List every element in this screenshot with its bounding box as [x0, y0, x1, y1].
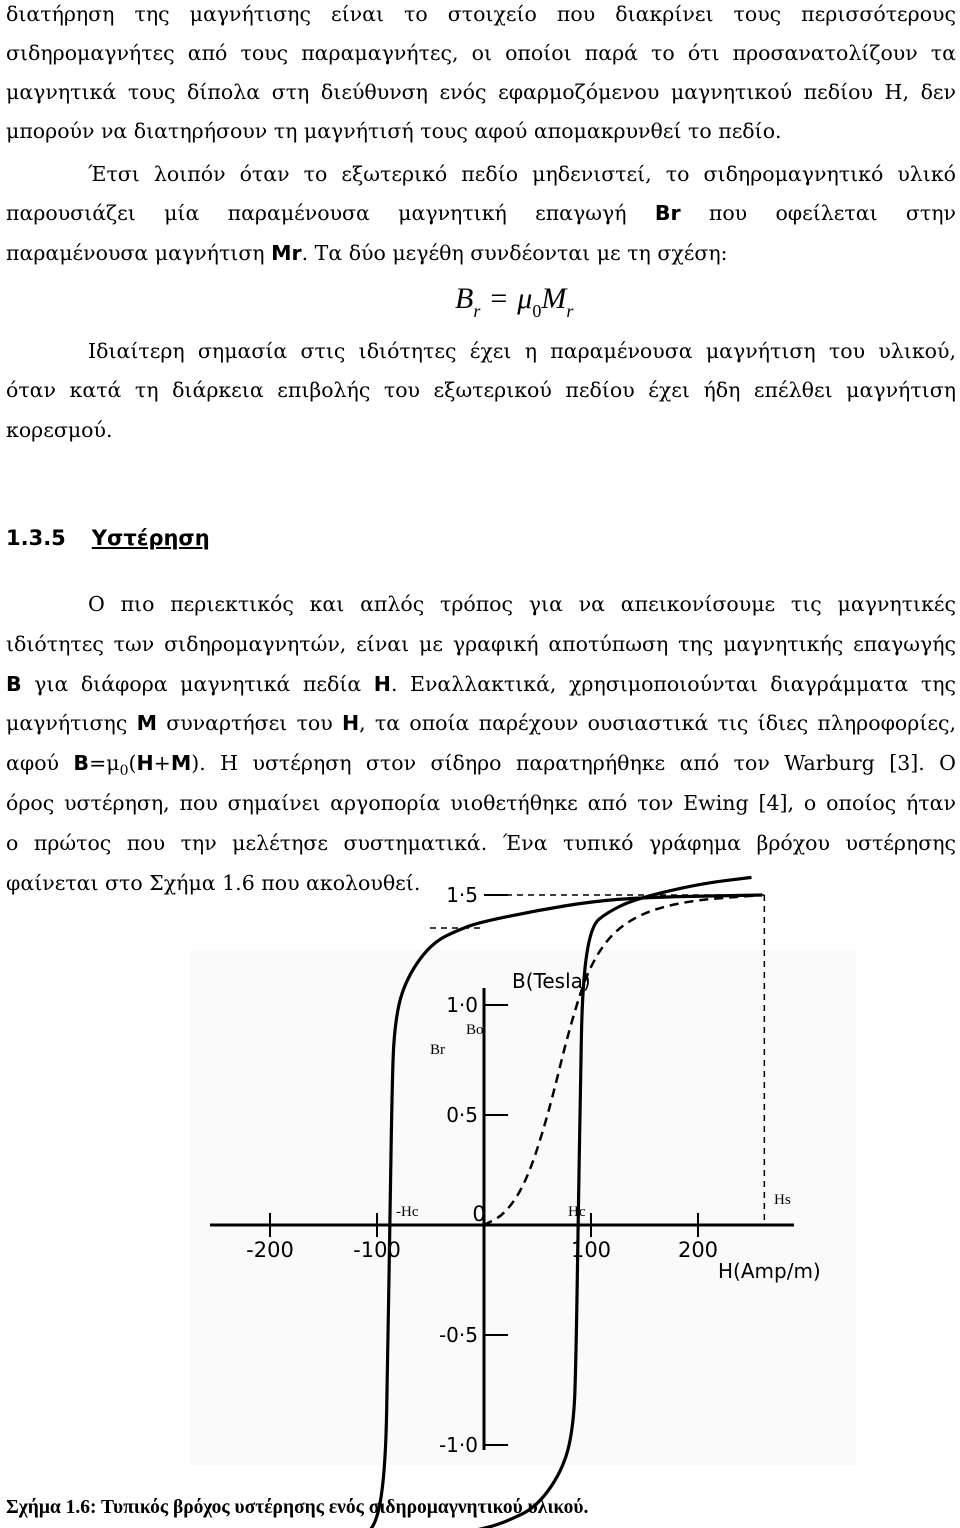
para4-line-8: φαίνεται στο Σχήμα 1.6 που ακολουθεί.	[6, 871, 421, 895]
para3-line-2: όταν κατά τη διάρκεια επιβολής του εξωτερικού πεδίου έχει ήδη επέλθει μαγνήτιση	[6, 378, 956, 402]
para2-line-1: Έτσι λοιπόν όταν το εξωτερικό πεδίο μηδενιστεί, το σιδηρομαγνητικό υλικό	[88, 162, 956, 186]
section-heading	[6, 526, 210, 550]
x-axis-label: H(Amp/m)	[718, 1259, 821, 1283]
x-tick-label: -200	[246, 1238, 294, 1262]
y-tick-label: 1·5	[446, 883, 478, 907]
para4-line-2: ιδιότητες των σιδηρομαγνητών, είναι με γραφική αποτύπωση της μαγνητικής επαγωγής	[6, 632, 956, 656]
para2-line-2: παρουσιάζει μία παραμένουσα μαγνητική επαγωγή Br που οφείλεται στην	[6, 201, 956, 225]
figure-caption: Σχήμα 1.6: Τυπικός βρόχος υστέρησης ενός σιδηρομαγνητικού υλικού.	[6, 1497, 589, 1518]
para1-line-1: διατήρηση της μαγνήτισης είναι το στοιχείο που διακρίνει τους περισσότερους	[6, 2, 956, 26]
annotation-hc: Hc	[568, 1204, 586, 1220]
para4-line-3: B για διάφορα μαγνητικά πεδία H. Εναλλακτικά, χρησιμοποιούνται διαγράμματα της	[6, 672, 956, 696]
hysteresis-branch-1	[217, 895, 763, 1528]
x-tick-label: 200	[677, 1238, 719, 1262]
equation-br-mu0-mr: $B_r = \mu_0M_r$	[455, 282, 574, 321]
x-tick-label: -100	[353, 1238, 401, 1262]
para1-line-4: μπορούν να διατηρήσουν τη μαγνήτισή τους αφού απομακρυνθεί το πεδίο.	[6, 119, 782, 143]
section-number: 1.3.5	[6, 526, 66, 550]
para3-line-1: Ιδιαίτερη σημασία στις ιδιότητες έχει η παραμένουσα μαγνήτιση του υλικού,	[88, 339, 956, 363]
x-tick-label: 100	[570, 1238, 612, 1262]
para2-line-3: παραμένουσα μαγνήτιση Mr. Τα δύο μεγέθη συνδέονται με τη σχέση:	[6, 241, 728, 265]
x-tick-label: 0	[472, 1202, 486, 1226]
y-axis-label: B(Tesla)	[512, 969, 591, 993]
para4-line-5: αφού $B=\mu_0(H+M)$. Η υστέρηση στον σίδηρο παρατηρήθηκε από τον Warburg [3]. Ο	[6, 751, 956, 780]
initial-magnetization-curve	[484, 895, 762, 1225]
para4-line-4: μαγνήτισης M συναρτήσει του H, τα οποία παρέχουν ουσιαστικά τις ίδιες πληροφορίες,	[6, 711, 956, 735]
y-tick-label: -0·5	[438, 1323, 478, 1347]
y-tick-label: -1·0	[438, 1433, 478, 1457]
para3-line-3: κορεσμού.	[6, 418, 113, 442]
annotation-br: Br	[430, 1042, 445, 1058]
annotation-hs: Hs	[774, 1192, 791, 1208]
annotation-neg-hc: -Hc	[396, 1204, 419, 1220]
annotation-bo: Bo	[466, 1022, 484, 1038]
para1-line-3: μαγνητικά τους δίπολα στη διεύθυνση ενός εφαρμοζόμενου μαγνητικού πεδίου Η, δεν	[6, 80, 956, 104]
hysteresis-figure	[190, 883, 856, 1465]
y-tick-label: 1·0	[446, 993, 478, 1017]
y-tick-label: 0·5	[446, 1103, 478, 1127]
para4-line-6: όρος υστέρηση, που σημαίνει αργοπορία υιοθετήθηκε από τον Ewing [4], ο οποίος ήταν	[6, 791, 956, 815]
para4-line-7: ο πρώτος που την μελέτησε συστηματικά. Ένα τυπικό γράφημα βρόχου υστέρησης	[6, 831, 956, 855]
hysteresis-chart	[190, 883, 856, 1465]
section-title: Υστέρηση	[91, 526, 210, 550]
para1-line-2: σιδηρομαγνήτες από τους παραμαγνήτες, οι οποίοι παρά το ότι προσανατολίζουν τα	[6, 41, 956, 65]
para4-line-1: Ο πιο περιεκτικός και απλός τρόπος για να απεικονίσουμε τις μαγνητικές	[88, 592, 956, 616]
